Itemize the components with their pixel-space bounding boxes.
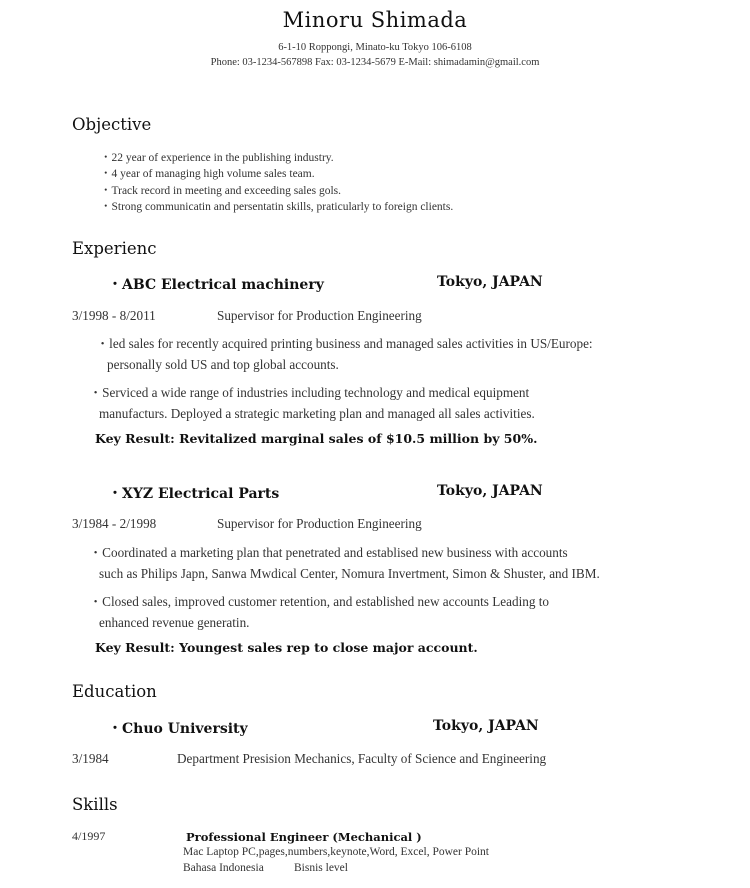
skill-language-level: Bisnis level <box>294 862 348 874</box>
objective-item: ・Strong communicatin and persentatin skills, praticularly to foreign clients. <box>100 201 454 213</box>
job-description-line: ・Serviced a wide range of industries including technology and medical equipment <box>89 385 530 400</box>
key-result: Key Result: Youngest sales rep to close major account. <box>95 640 478 655</box>
skills-heading: Skills <box>72 795 118 814</box>
objective-heading: Objective <box>72 115 152 134</box>
objective-item: ・22 year of experience in the publishing industry. <box>100 152 334 164</box>
contact-info: Phone: 03-1234-567898 Fax: 03-1234-5679 E-Mail: shimadamin@gmail.com <box>210 57 540 68</box>
job-location: Tokyo, JAPAN <box>437 483 543 499</box>
job-description-line: enhanced revenue generatin. <box>99 615 250 630</box>
job-company: ・ABC Electrical machinery <box>108 277 324 293</box>
job-dates: 3/1998 - 8/2011 <box>72 308 156 323</box>
job-description-line: ・Closed sales, improved customer retention, and established new accounts Leading to <box>89 594 549 609</box>
education-detail: Department Presision Mechanics, Faculty of Science and Engineering <box>177 751 547 766</box>
address: 6-1-10 Roppongi, Minato-ku Tokyo 106-6108 <box>278 42 472 53</box>
job-dates: 3/1984 - 2/1998 <box>72 516 157 531</box>
experience-heading: Experienc <box>72 239 157 258</box>
job-role: Supervisor for Production Engineering <box>217 308 422 323</box>
job-description-line: personally sold US and top global accounts. <box>107 357 339 372</box>
job-description-line: manufacturs. Deployed a strategic marketing plan and managed all sales activities. <box>99 406 535 421</box>
job-description-line: such as Philips Japn, Sanwa Mwdical Center, Nomura Invertment, Simon & Shuster, and IBM. <box>99 566 600 581</box>
job-location: Tokyo, JAPAN <box>437 274 543 290</box>
education-date: 3/1984 <box>72 751 109 766</box>
school-name: ・Chuo University <box>108 721 248 737</box>
candidate-name: Minoru Shimada <box>282 8 468 32</box>
skill-date: 4/1997 <box>72 829 106 843</box>
job-role: Supervisor for Production Engineering <box>217 516 422 531</box>
job-company: ・XYZ Electrical Parts <box>108 486 280 502</box>
job-description-line: ・led sales for recently acquired printing business and managed sales activities in US/Europe: <box>96 336 593 351</box>
skill-software: Mac Laptop PC,pages,numbers,keynote,Word, Excel, Power Point <box>183 846 490 858</box>
skill-language: Bahasa Indonesia <box>183 862 264 874</box>
skill-heading: Professional Engineer (Mechanical ) <box>186 830 422 844</box>
objective-item: ・Track record in meeting and exceeding sales gols. <box>100 185 342 197</box>
key-result: Key Result: Revitalized marginal sales of $10.5 million by 50%. <box>95 431 538 446</box>
school-location: Tokyo, JAPAN <box>433 718 539 734</box>
education-heading: Education <box>72 682 157 701</box>
job-description-line: ・Coordinated a marketing plan that penetrated and establised new business with accounts <box>89 545 568 560</box>
objective-item: ・4 year of managing high volume sales team. <box>100 168 315 180</box>
